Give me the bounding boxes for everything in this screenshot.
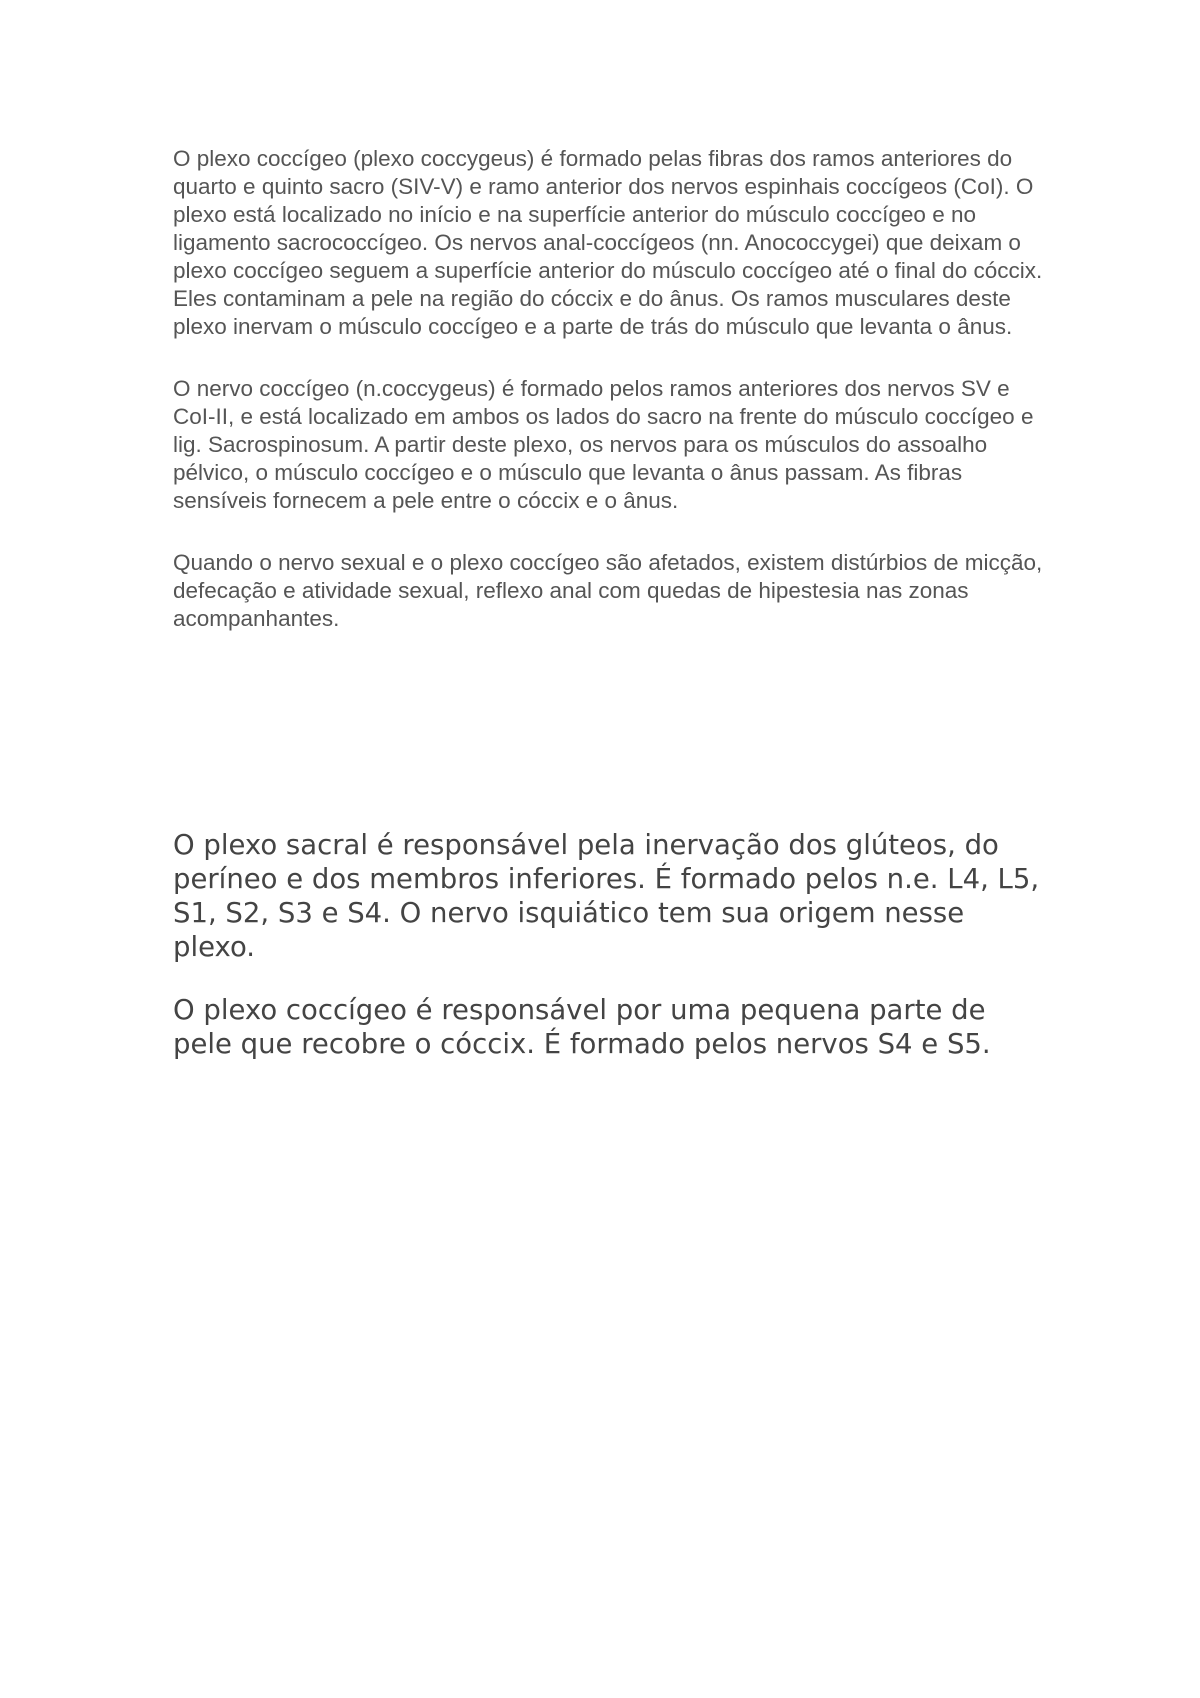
paragraph-coccygeal-plexus: O plexo coccígeo (plexo coccygeus) é formado pelas fibras dos ramos anteriores do quarto e quinto sacro (SIV-V) e ramo anterior dos nervos espinhais coccígeos (CoI). O plexo está localizado no início e na superfície anterior do músculo coccígeo e no ligamento sacrococcígeo. Os nervos anal-coccígeos (nn. Anococcygei) que deixam o plexo coccígeo seguem a superfície anterior do músculo coccígeo até o final do cóccix. Eles contaminam a pele na região do cóccix e do ânus. Os ramos musculares deste plexo inervam o músculo coccígeo e a parte de trás do músculo que levanta o ânus.: [173, 146, 1043, 339]
coccygeal-plexus-details: [173, 145, 1053, 667]
plexus-summary: [173, 828, 1053, 1090]
paragraph-clinical-effects: Quando o nervo sexual e o plexo coccígeo são afetados, existem distúrbios de micção, defecação e atividade sexual, reflexo anal com quedas de hipestesia nas zonas acompanhantes.: [173, 550, 1043, 631]
paragraph-sacral-plexus: O plexo sacral é responsável pela inervação dos glúteos, do períneo e dos membros inferiores. É formado pelos n.e. L4, L5, S1, S2, S3 e S4. O nervo isquiático tem sua origem nesse plexo.: [173, 829, 1040, 963]
paragraph-coccygeal-summary: O plexo coccígeo é responsável por uma pequena parte de pele que recobre o cóccix. É formado pelos nervos S4 e S5.: [173, 994, 991, 1060]
paragraph-coccygeal-nerve: O nervo coccígeo (n.coccygeus) é formado pelos ramos anteriores dos nervos SV e CoI-II, e está localizado em ambos os lados do sacro na frente do músculo coccígeo e lig. Sacrospinosum. A partir deste plexo, os nervos para os músculos do assoalho pélvico, o músculo coccígeo e o músculo que levanta o ânus passam. As fibras sensíveis fornecem a pele entre o cóccix e o ânus.: [173, 376, 1034, 513]
